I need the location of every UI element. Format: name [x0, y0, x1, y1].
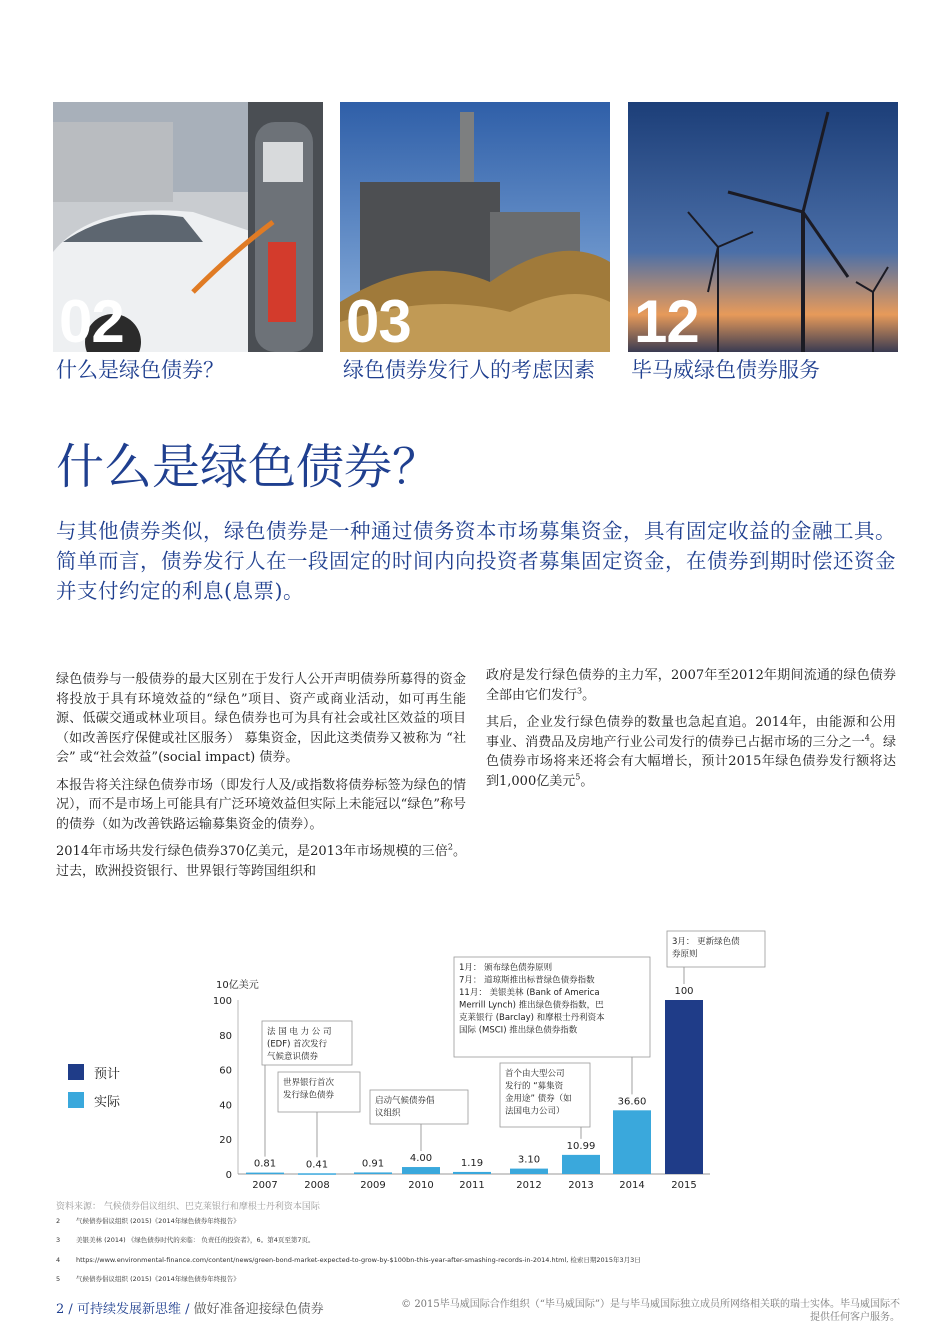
thumbnail-caption[interactable]: 毕马威绿色债券服务 — [631, 358, 820, 382]
data-label: 3.10 — [517, 1154, 541, 1166]
bar-actual — [402, 1167, 440, 1174]
annotation-text: 法 国 电 力 公 司 — [267, 1027, 332, 1037]
data-label: 1.19 — [460, 1157, 484, 1169]
page-footer: 2 / 可持续发展新思维 / 做好准备迎接绿色债券 — [56, 1302, 324, 1317]
data-label: 100 — [674, 986, 694, 997]
chart-source: 资料来源： 气候债券倡议组织、巴克莱银行和摩根士丹利资本国际 — [56, 1202, 320, 1212]
annotation-text: 3月： 更新绿色债 — [672, 937, 740, 947]
annotation-text: 克莱银行 (Barclay) 和摩根士丹利资本 — [459, 1013, 605, 1023]
footnote-ref[interactable]: 5 — [575, 772, 581, 782]
x-tick-label: 2007 — [252, 1180, 278, 1191]
chart-legend — [68, 1063, 120, 1119]
body-paragraph: 绿色债券与一般债券的最大区别在于发行人公开声明债券所募得的资金将投放于具有环境效益的“绿色”项目、资产或商业活动，如可再生能源、低碳交通或林业项目。绿色债券也可为具有社会或社区效益的项目（如改善医疗保健或社区服务） 募集资金，因此这类债券又被称为 “社会” 或“社会效益”(social impact) 债券。 — [56, 672, 466, 765]
data-label: 0.91 — [361, 1158, 385, 1170]
body-paragraph: 2014年市场共发行绿色债券370亿美元，是2013年市场规模的三倍$^2$。过去，欧洲投资银行、世界银行等跨国组织和 — [56, 842, 466, 879]
annotation-text: 发行绿色债券 — [283, 1090, 335, 1101]
green-bond-issuance-chart — [0, 920, 950, 1200]
bar-actual — [246, 1173, 284, 1175]
footnote: 2 气候债券倡议组织 (2015)《2014年绿色债券年终报告》 — [56, 1217, 240, 1225]
annotation-text: 气候意识债券 — [267, 1052, 319, 1062]
body-column-left — [56, 670, 466, 889]
legend-label: 实际 — [94, 1094, 121, 1110]
page-number: 2 — [56, 1302, 65, 1317]
body-paragraph: 其后，企业发行绿色债券的数量也急起直追。2014年，由能源和公用事业、消费品及房地产行业公司发行的债券已占据市场的三分之一$^4$。绿色债券市场将来还将会有大幅增长，预计2015年绿色债券发行额将达到1,000亿美元$^5$。 — [486, 715, 896, 789]
annotation-text: Merrill Lynch) 推出绿色债券指数，巴 — [459, 1000, 604, 1011]
legend-swatch — [68, 1064, 84, 1080]
thumbnail-number: 02 — [59, 288, 124, 352]
annotation-text: 发行的 “募集资 — [505, 1081, 564, 1092]
publication-name: 可持续发展新思维 — [76, 1302, 181, 1317]
bar-actual — [354, 1172, 392, 1174]
body-paragraph: 本报告将关注绿色债券市场（即发行人及/或指数将债券标签为绿色的情况），而不是市场上可能具有广泛环境效益但实际上未能冠以“绿色”称号的债券（如为改善铁路运输募集资金的债券）。 — [56, 777, 466, 832]
annotation-text: (EDF) 首次发行 — [267, 1039, 328, 1050]
thumbnail-caption[interactable]: 什么是绿色债券？ — [56, 358, 224, 382]
footnote: 5 气候债券倡议组织 (2015)《2014年绿色债券年终报告》 — [56, 1275, 240, 1283]
x-tick-label: 2010 — [408, 1180, 434, 1191]
y-axis-label: 10亿美元 — [216, 980, 259, 991]
data-label: 36.60 — [617, 1096, 647, 1108]
footnote[interactable]: 4 https://www.environmental-finance.com/content/news/green-bond-market-expected-to-grow-by-$100bn-this-year-after-smashing-records-in-2014.html, 检索日期2015年3月3日 — [56, 1256, 641, 1264]
legend-item-actual — [68, 1091, 120, 1109]
annotation-text: 金用途” 债券（如 — [505, 1094, 572, 1104]
bar-actual — [298, 1173, 336, 1175]
page-title: 什么是绿色债券？ — [56, 439, 441, 495]
annotation-text: 1月： 颁布绿色债券原则 — [459, 963, 553, 973]
legend-item-forecast — [68, 1063, 120, 1081]
footnote-ref[interactable]: 3 — [577, 686, 583, 696]
thumbnail-biomass-plant[interactable] — [340, 102, 610, 352]
annotation-text: 首个由大型公司 — [505, 1069, 565, 1079]
y-tick-label: 0 — [225, 1170, 232, 1181]
bar-actual — [510, 1169, 548, 1174]
legend-label: 预计 — [94, 1066, 121, 1082]
annotation-text: 启动气候债券倡 — [375, 1096, 435, 1106]
y-tick-label: 20 — [219, 1135, 232, 1147]
x-tick-label: 2009 — [360, 1180, 386, 1191]
x-tick-label: 2013 — [568, 1180, 594, 1191]
y-tick-label: 60 — [219, 1065, 232, 1077]
y-tick-label: 100 — [212, 996, 232, 1007]
data-label: 10.99 — [566, 1140, 596, 1152]
footnote-ref[interactable]: 4 — [864, 733, 870, 743]
legend-swatch — [68, 1092, 84, 1108]
annotation-text: 议组织 — [375, 1108, 401, 1119]
bar-actual — [562, 1155, 600, 1174]
footnote-ref[interactable]: 2 — [447, 842, 453, 852]
x-tick-label: 2008 — [304, 1180, 330, 1191]
thumbnail-electric-car[interactable] — [53, 102, 323, 352]
annotation-text: 世界银行首次 — [283, 1078, 335, 1088]
footnote: 3 美银美林 (2014) 《绿色债券时代的来临： 负责任的投资者》，6。第4页至第7页。 — [56, 1236, 315, 1244]
lead-paragraph: 与其他债券类似，绿色债券是一种通过债务资本市场募集资金，具有固定收益的金融工具。简单而言，债券发行人在一段固定的时间内向投资者募集固定资金，在债券到期时偿还资金并支付约定的利息(息票)。 — [56, 519, 896, 603]
bar-actual — [453, 1172, 491, 1174]
x-tick-label: 2012 — [516, 1180, 542, 1191]
data-label: 0.41 — [305, 1159, 329, 1171]
body-column-right — [486, 666, 896, 799]
annotation-text: 法国电力公司） — [505, 1106, 565, 1117]
annotation-text: 券原则 — [672, 949, 698, 960]
thumbnail-caption[interactable]: 绿色债券发行人的考虑因素 — [343, 358, 595, 382]
copyright-notice: © 2015毕马威国际合作组织（“毕马威国际”）是与毕马威国际独立成员所网络相关联的瑞士实体。毕马威国际不提供任何客户服务。 — [401, 1299, 900, 1323]
data-label: 4.00 — [409, 1153, 433, 1165]
body-paragraph: 政府是发行绿色债券的主力军，2007年至2012年期间流通的绿色债券全部由它们发行$^3$。 — [486, 668, 896, 703]
y-tick-label: 80 — [219, 1030, 232, 1042]
x-tick-label: 2014 — [619, 1180, 645, 1191]
annotation-text: 11月： 美银美林 (Bank of America — [459, 988, 600, 998]
x-tick-label: 2011 — [459, 1180, 485, 1191]
annotation-text: 国际 (MSCI) 推出绿色债券指数 — [459, 1025, 578, 1036]
thumbnail-number: 12 — [634, 288, 699, 352]
data-label: 0.81 — [253, 1158, 277, 1170]
bar-forecast — [665, 1000, 703, 1174]
x-tick-label: 2015 — [671, 1180, 697, 1191]
annotation-text: 7月： 道琼斯推出标普绿色债券指数 — [459, 975, 595, 986]
y-tick-label: 40 — [219, 1100, 232, 1112]
thumbnail-wind-turbines[interactable] — [628, 102, 898, 352]
bar-actual — [613, 1110, 651, 1174]
thumbnail-number: 03 — [346, 288, 411, 352]
publication-subtitle: 做好准备迎接绿色债券 — [193, 1302, 324, 1317]
